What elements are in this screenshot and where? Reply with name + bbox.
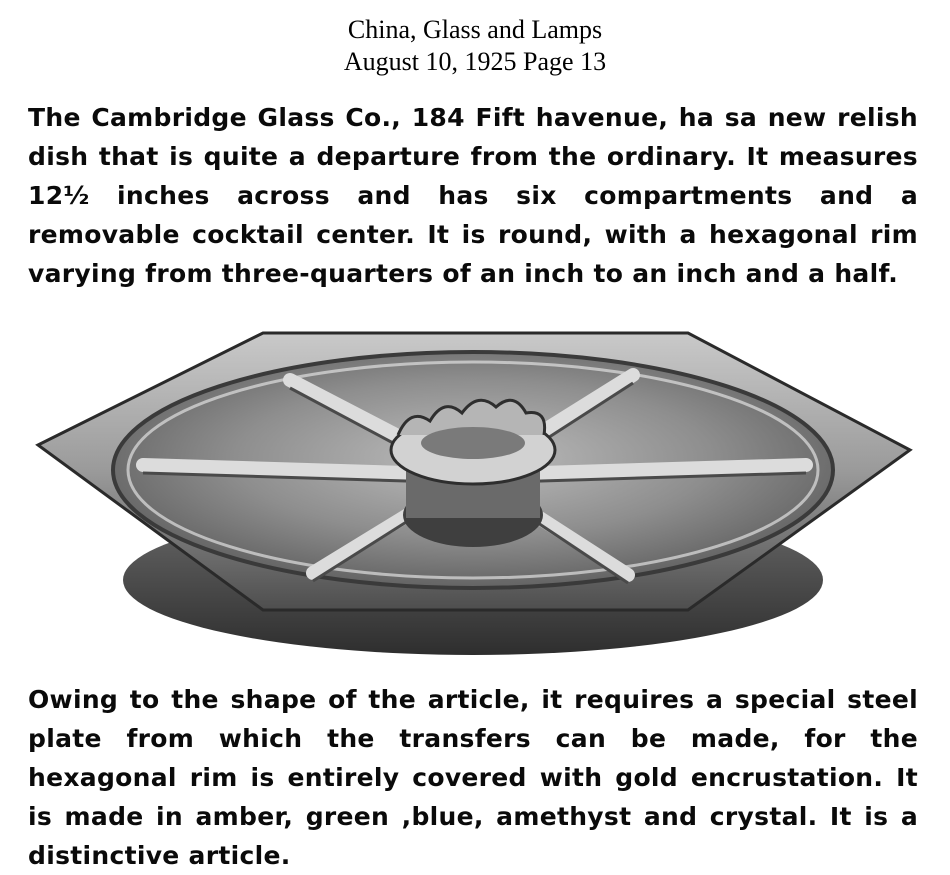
article-paragraph-details: Owing to the shape of the article, it requires a special steel plate from which the transfers can be made, for the hexagonal rim is entirely covered with gold encrustation. It is made in amber, green ,blue, amethyst and crystal. It is a distinctive article.	[28, 685, 918, 870]
article-paragraph-intro: The Cambridge Glass Co., 184 Fift havenue, ha sa new relish dish that is quite a departure from the ordinary. It measures 12½ inches across and has six compartments and a removable cocktail center. It is round, with a hexagonal rim varying from three-quarters of an inch to an inch and a half.	[28, 103, 918, 288]
relish-dish-illustration	[28, 325, 918, 665]
issue-date-page: August 10, 1925 Page 13	[343, 47, 607, 76]
publication-title: China, Glass and Lamps	[347, 15, 603, 44]
page-header	[0, 14, 950, 78]
